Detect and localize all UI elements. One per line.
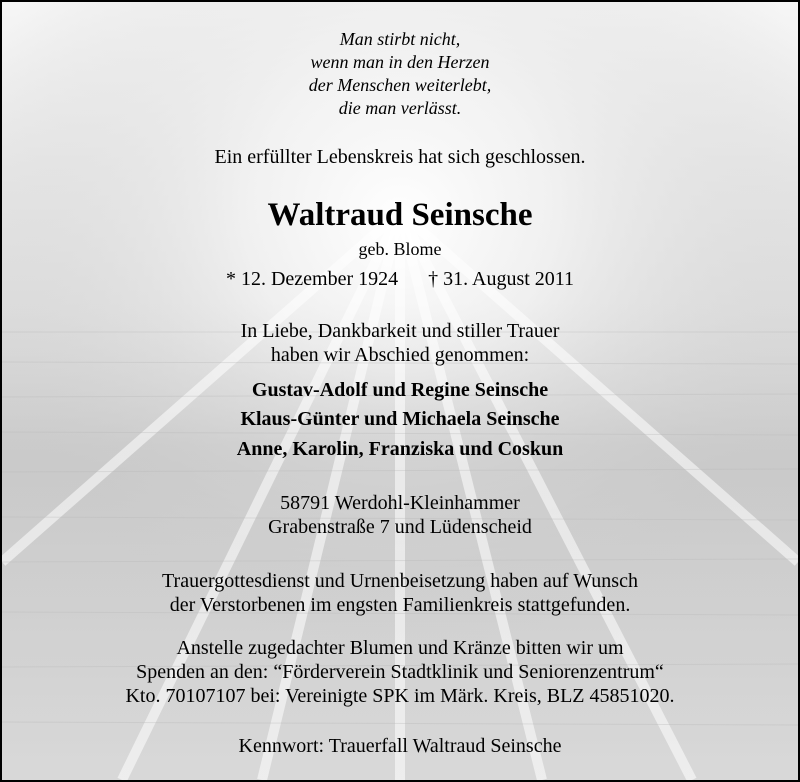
poem-line-1: Man stirbt nicht, (339, 29, 461, 49)
farewell-line-2: haben wir Abschied genommen: (270, 344, 530, 366)
mourner-line: Anne, Karolin, Franziska und Coskun (236, 438, 564, 460)
farewell-line-1: In Liebe, Dankbarkeit und stiller Trauer (240, 320, 560, 342)
donation-line-2: Spenden an den: “Förderverein Stadtklinik und Seniorenzentrum“ (136, 661, 664, 683)
death-date: † 31. August 2011 (428, 268, 575, 290)
poem-line-4: die man verlässt. (338, 98, 462, 118)
deceased-name: Waltraud Seinsche (267, 197, 533, 233)
mourner-line: Klaus-Günter und Michaela Seinsche (240, 408, 560, 430)
service-line-1: Trauergottesdienst und Urnenbeisetzung haben auf Wunsch (162, 570, 638, 592)
mourner-line: Gustav-Adolf und Regine Seinsche (251, 379, 549, 401)
maiden-name: geb. Blome (358, 239, 442, 259)
service-line-2: der Verstorbenen im engsten Familienkreis stattgefunden. (169, 594, 631, 616)
address-line-2: Grabenstraße 7 und Lüdenscheid (268, 516, 532, 538)
address-line-1: 58791 Werdohl-Kleinhammer (280, 492, 520, 514)
birth-date: * 12. Dezember 1924 (225, 268, 399, 290)
notice-content (2, 2, 798, 780)
poem-line-2: wenn man in den Herzen (310, 52, 490, 72)
poem-line-3: der Menschen weiterlebt, (308, 75, 492, 95)
life-dates (2, 268, 798, 291)
keyword-line: Kennwort: Trauerfall Waltraud Seinsche (238, 735, 562, 757)
intro-text: Ein erfüllter Lebenskreis hat sich geschlossen. (214, 146, 586, 168)
donation-line-3: Kto. 70107107 bei: Vereinigte SPK im Märk. Kreis, BLZ 45851020. (125, 685, 675, 707)
donation-line-1: Anstelle zugedachter Blumen und Kränze bitten wir um (176, 637, 624, 659)
